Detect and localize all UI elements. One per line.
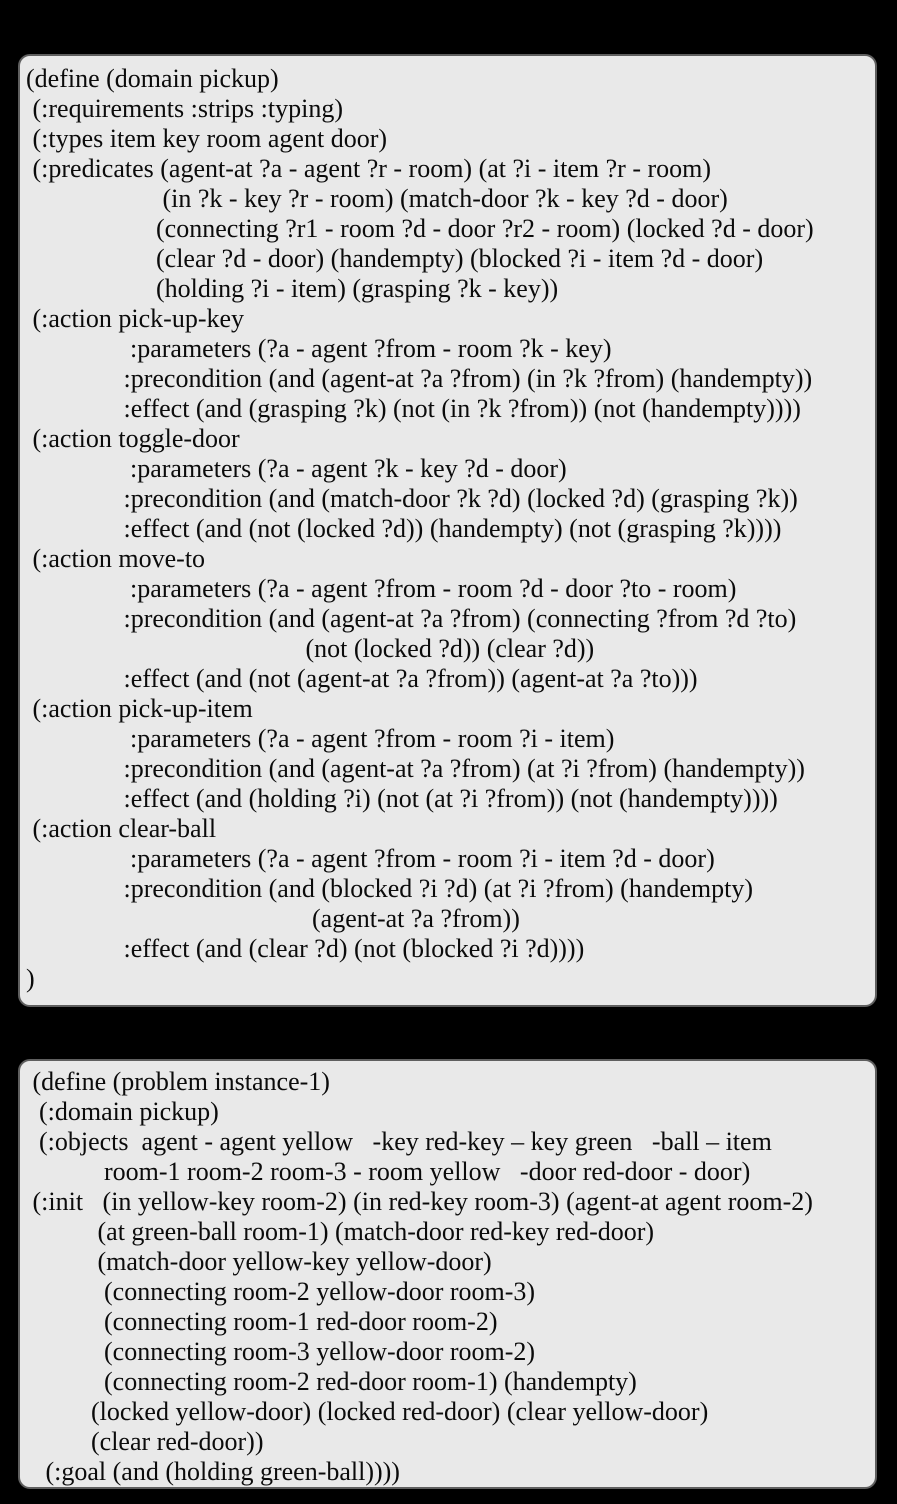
code-line: (not (locked ?d)) (clear ?d)) (26, 634, 595, 663)
pddl-domain-code (20, 56, 875, 994)
code-line: :precondition (and (match-door ?k ?d) (locked ?d) (grasping ?k)) (26, 484, 798, 513)
code-line: :parameters (?a - agent ?k - key ?d - door) (26, 454, 567, 483)
code-line: (locked yellow-door) (locked red-door) (clear yellow-door) (26, 1397, 709, 1426)
code-line: (clear ?d - door) (handempty) (blocked ?i - item ?d - door) (26, 244, 764, 273)
code-line: :effect (and (grasping ?k) (not (in ?k ?from)) (not (handempty)))) (26, 394, 801, 423)
code-line: (:action pick-up-key (26, 304, 245, 333)
code-line: :effect (and (clear ?d) (not (blocked ?i ?d)))) (26, 934, 585, 963)
code-line: (connecting ?r1 - room ?d - door ?r2 - room) (locked ?d - door) (26, 214, 814, 243)
pddl-domain-panel (18, 54, 877, 1007)
code-line: room-1 room-2 room-3 - room yellow -door red-door - door) (26, 1157, 751, 1186)
code-line: (:types item key room agent door) (26, 124, 388, 153)
code-line: (:goal (and (holding green-ball)))) (26, 1457, 400, 1486)
code-line: (:init (in yellow-key room-2) (in red-key room-3) (agent-at agent room-2) (26, 1187, 813, 1216)
code-line: (:action toggle-door (26, 424, 240, 453)
code-line: :parameters (?a - agent ?from - room ?d - door ?to - room) (26, 574, 737, 603)
code-line: ) (26, 964, 35, 993)
code-line: (connecting room-3 yellow-door room-2) (26, 1337, 536, 1366)
code-line: :precondition (and (agent-at ?a ?from) (connecting ?from ?d ?to) (26, 604, 797, 633)
code-line: :precondition (and (agent-at ?a ?from) (in ?k ?from) (handempty)) (26, 364, 813, 393)
code-line: (:action move-to (26, 544, 206, 573)
code-line: (holding ?i - item) (grasping ?k - key)) (26, 274, 559, 303)
code-line: (at green-ball room-1) (match-door red-key red-door) (26, 1217, 655, 1246)
code-line: (:domain pickup) (26, 1097, 219, 1126)
code-line: (connecting room-2 yellow-door room-3) (26, 1277, 536, 1306)
code-line: (connecting room-1 red-door room-2) (26, 1307, 498, 1336)
code-line: (agent-at ?a ?from)) (26, 904, 520, 933)
code-line: :parameters (?a - agent ?from - room ?k - key) (26, 334, 612, 363)
code-line: (define (domain pickup) (26, 64, 279, 93)
code-line: :effect (and (not (agent-at ?a ?from)) (agent-at ?a ?to))) (26, 664, 698, 693)
pddl-problem-code (20, 1061, 875, 1487)
code-line: (:action clear-ball (26, 814, 217, 843)
code-line: (connecting room-2 red-door room-1) (handempty) (26, 1367, 637, 1396)
code-line: (clear red-door)) (26, 1427, 264, 1456)
code-line: :effect (and (holding ?i) (not (at ?i ?from)) (not (handempty)))) (26, 784, 778, 813)
code-line: (:predicates (agent-at ?a - agent ?r - room) (at ?i - item ?r - room) (26, 154, 712, 183)
code-line: (:action pick-up-item (26, 694, 253, 723)
pddl-problem-panel (18, 1059, 877, 1489)
code-line: (:requirements :strips :typing) (26, 94, 344, 123)
code-line: :effect (and (not (locked ?d)) (handempty) (not (grasping ?k)))) (26, 514, 782, 543)
code-line: (define (problem instance-1) (26, 1067, 330, 1096)
code-line: (:objects agent - agent yellow -key red-key – key green -ball – item (26, 1127, 772, 1156)
code-line: :precondition (and (agent-at ?a ?from) (at ?i ?from) (handempty)) (26, 754, 805, 783)
code-line: :parameters (?a - agent ?from - room ?i - item ?d - door) (26, 844, 715, 873)
code-line: :parameters (?a - agent ?from - room ?i - item) (26, 724, 615, 753)
code-line: (match-door yellow-key yellow-door) (26, 1247, 492, 1276)
code-line: :precondition (and (blocked ?i ?d) (at ?i ?from) (handempty) (26, 874, 754, 903)
code-line: (in ?k - key ?r - room) (match-door ?k - key ?d - door) (26, 184, 728, 213)
